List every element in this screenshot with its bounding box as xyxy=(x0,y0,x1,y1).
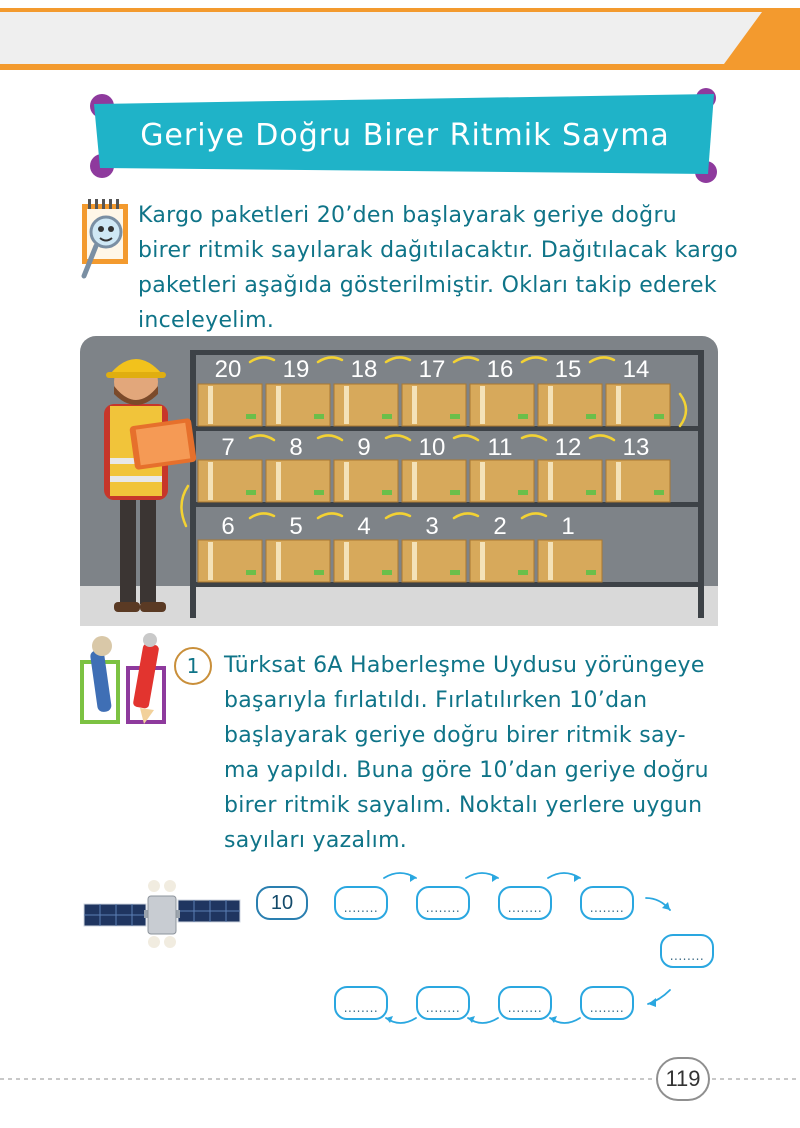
package-number: 8 xyxy=(289,434,303,461)
answer-blank[interactable]: ........ xyxy=(580,886,634,920)
intro-line: paketleri aşağıda gösterilmiştir. Okları takip ederek xyxy=(138,273,717,298)
answer-blank[interactable]: ........ xyxy=(334,886,388,920)
satellite-icon xyxy=(82,878,242,950)
package-number: 18 xyxy=(350,356,378,383)
package-number: 2 xyxy=(493,513,507,540)
warehouse-illustration xyxy=(80,336,718,626)
package-number: 12 xyxy=(554,434,582,461)
package-number: 3 xyxy=(425,513,439,540)
package-number: 14 xyxy=(622,356,650,383)
question-number: 1 xyxy=(174,647,212,685)
package-number: 13 xyxy=(622,434,650,461)
answer-blank[interactable]: ........ xyxy=(416,886,470,920)
answer-blank[interactable]: ........ xyxy=(334,986,388,1020)
answer-blank[interactable]: ........ xyxy=(660,934,714,968)
package-number: 20 xyxy=(214,356,242,383)
pen-pencil-mascot-icon xyxy=(78,632,176,728)
package-number: 10 xyxy=(418,434,446,461)
package-number: 9 xyxy=(357,434,371,461)
package-number: 6 xyxy=(221,513,235,540)
section-title: Geriye Doğru Birer Ritmik Sayma xyxy=(140,117,670,153)
package-number: 11 xyxy=(487,434,513,461)
package-number: 1 xyxy=(561,513,575,540)
question-text xyxy=(224,648,724,858)
magnifier-notebook-icon xyxy=(80,196,132,282)
answer-blank[interactable]: ........ xyxy=(498,986,552,1020)
question-line: başlayarak geriye doğru birer ritmik say- xyxy=(224,723,686,748)
answer-blank[interactable]: ........ xyxy=(498,886,552,920)
question-line: birer ritmik sayalım. Noktalı yerlere uygun xyxy=(224,793,703,818)
intro-paragraph xyxy=(138,198,738,338)
package-number: 7 xyxy=(221,434,235,461)
page-number: 119 xyxy=(656,1057,710,1101)
answer-blank[interactable]: ........ xyxy=(416,986,470,1020)
package-number: 5 xyxy=(289,513,303,540)
package-number: 17 xyxy=(418,356,446,383)
intro-line: Kargo paketleri 20’den başlayarak geriye doğru xyxy=(138,203,678,228)
intro-line: birer ritmik sayılarak dağıtılacaktır. Dağıtılacak kargo xyxy=(138,238,738,263)
question-line: Türksat 6A Haberleşme Uydusu yörüngeye xyxy=(224,653,705,678)
question-line: sayıları yazalım. xyxy=(224,828,408,853)
question-line: ma yapıldı. Buna göre 10’dan geriye doğru xyxy=(224,758,709,783)
question-line: başarıyla fırlatıldı. Fırlatılırken 10’dan xyxy=(224,688,648,713)
package-number: 15 xyxy=(554,356,582,383)
package-number: 16 xyxy=(486,356,514,383)
countdown-start-box: 10 xyxy=(256,886,308,920)
package-number: 4 xyxy=(357,513,371,540)
answer-blank[interactable]: ........ xyxy=(580,986,634,1020)
intro-line: inceleyelim. xyxy=(138,308,275,333)
package-number: 19 xyxy=(282,356,310,383)
top-strip xyxy=(0,0,800,72)
